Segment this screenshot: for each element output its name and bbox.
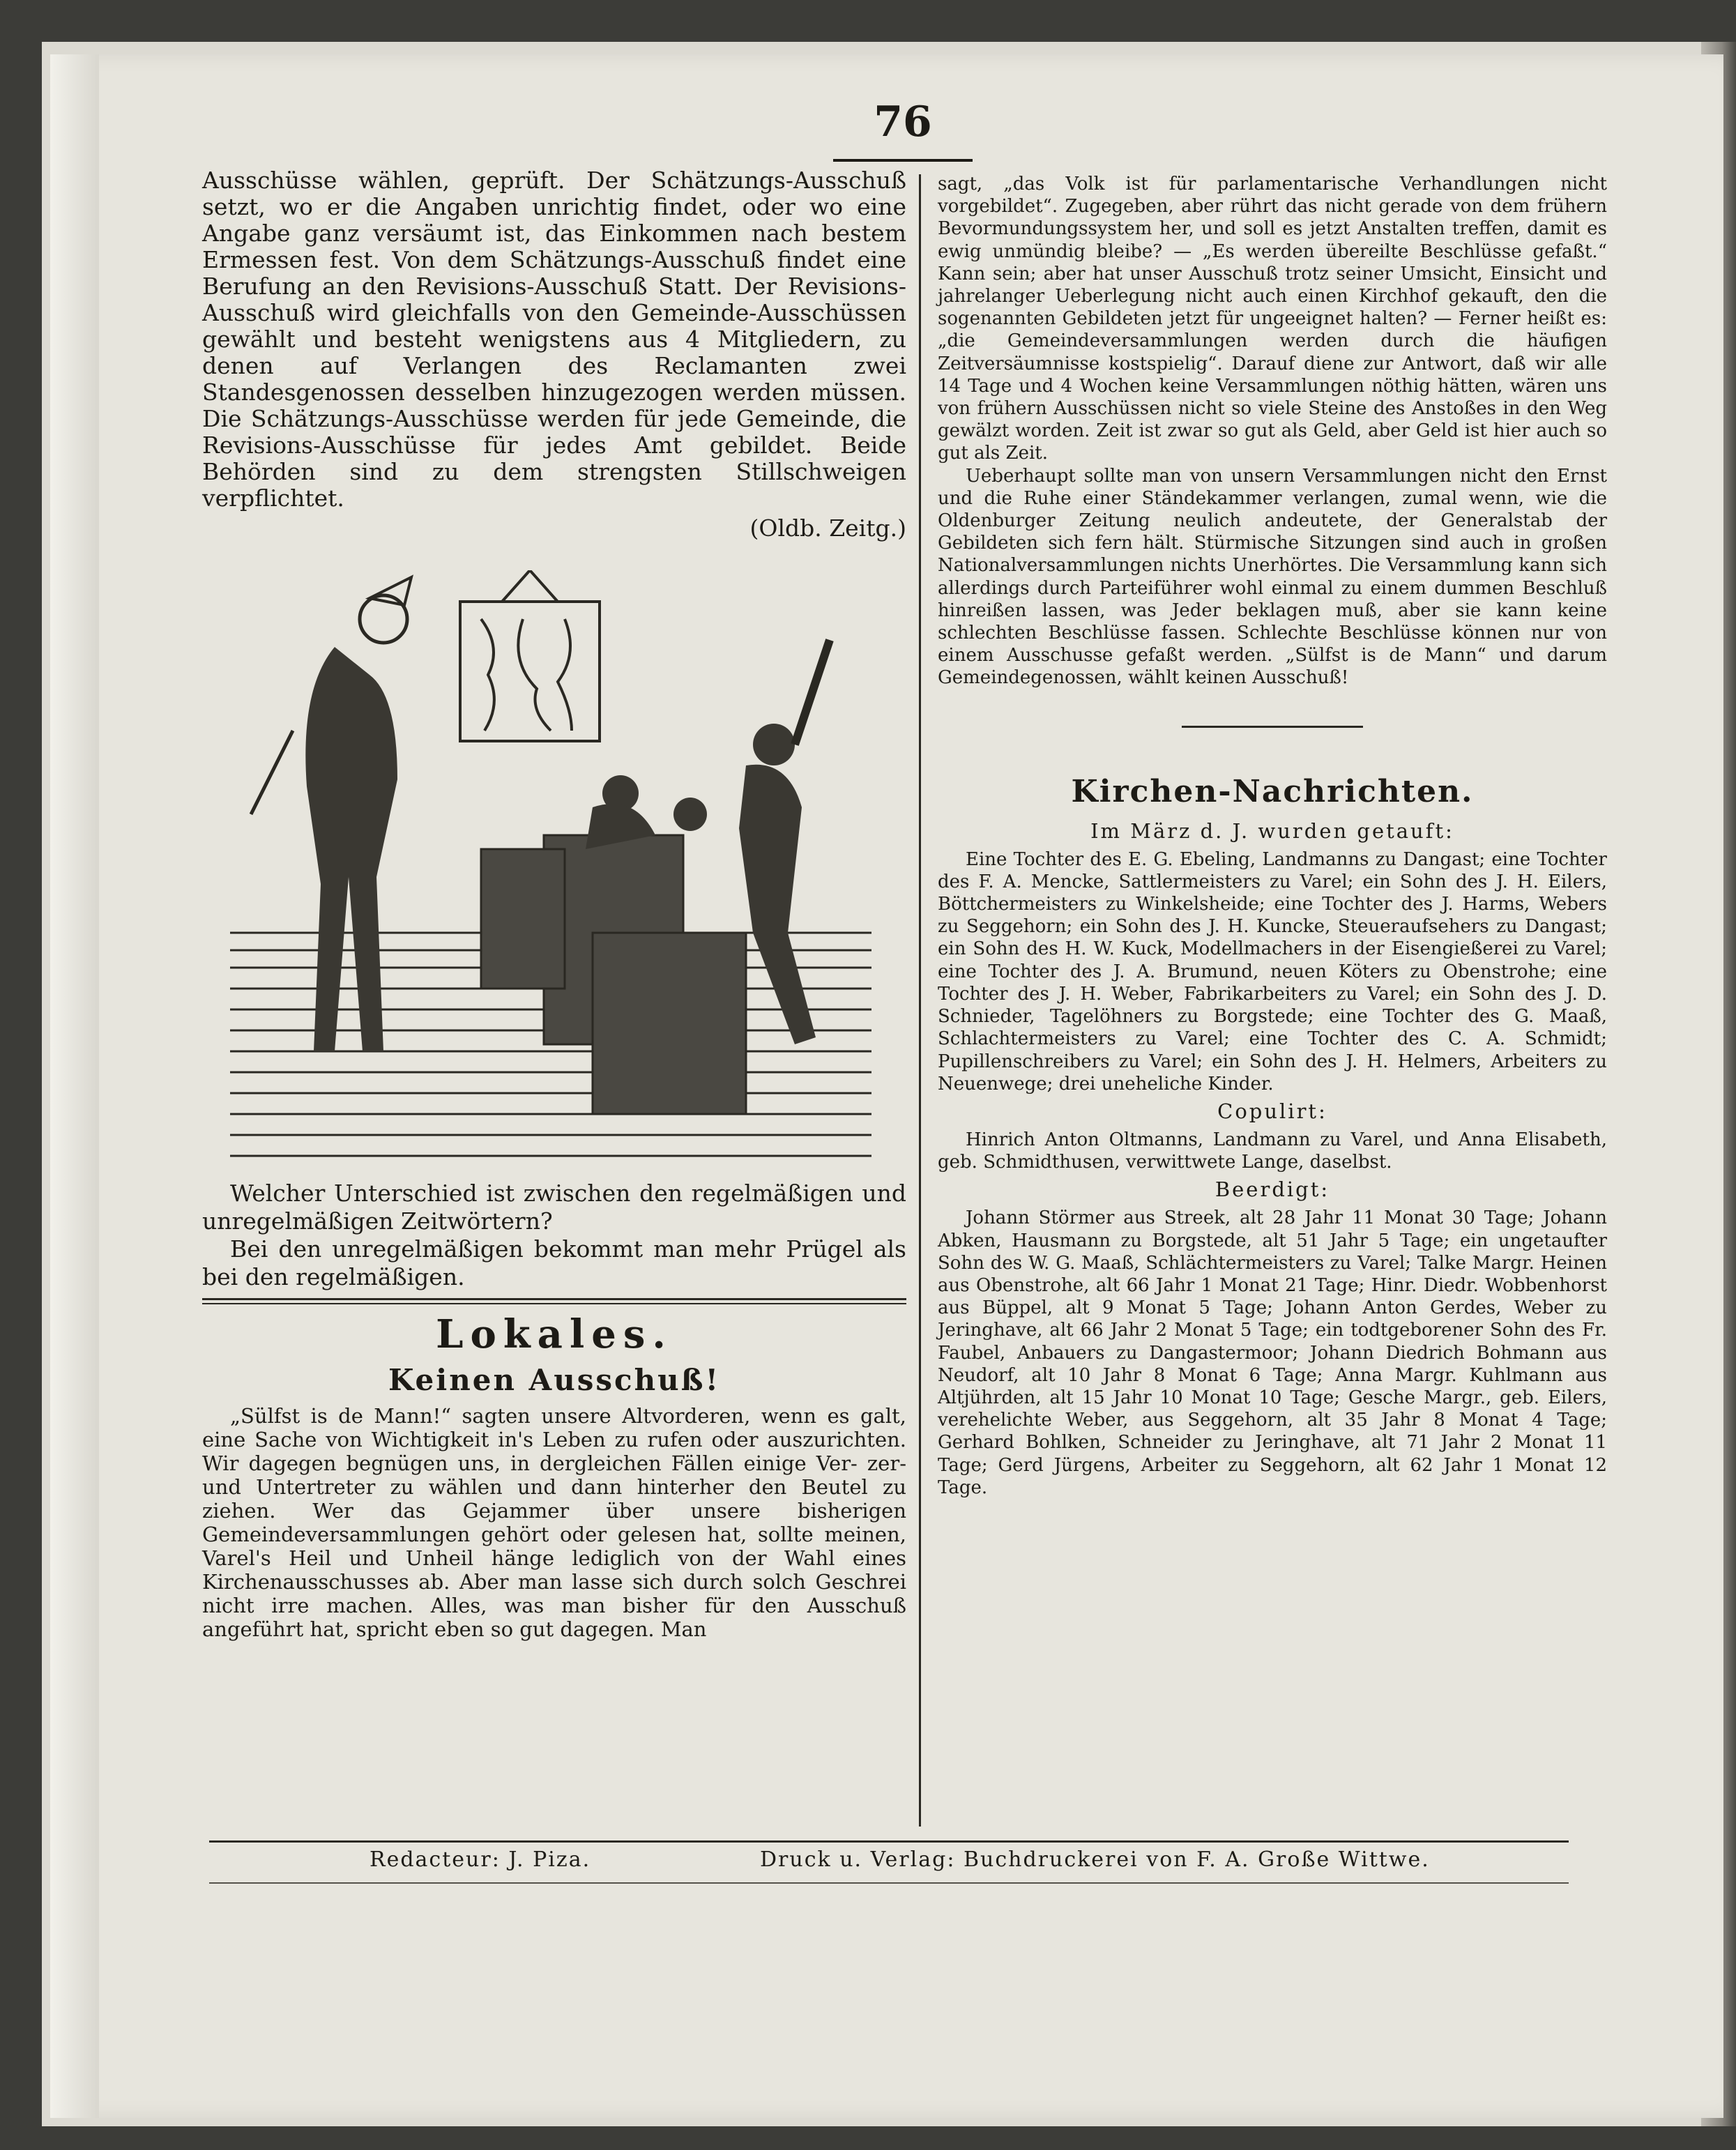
column-divider — [919, 174, 921, 1827]
article-title: Keinen Ausschuß! — [388, 1363, 721, 1397]
copulirt-text: Hinrich Anton Oltmanns, Landmann zu Varel, und Anna Elisabeth, geb. Schmidthusen, verwittwete Lange, daselbst. — [938, 1129, 1607, 1173]
paragraph-1: sagt, „das Volk ist für parlamentarische Verhandlungen nicht vorgebildet“. Zugegeben, aber rührt das nicht gerade von dem frühern Bevormundungssystem her, und soll es jetzt Anstalten treffen, damit es ewig unmündig bleibe? — „Es werden übereilte Beschlüsse gefaßt.“ Kann sein; aber hat unser Ausschuß trotz seiner Umsicht, Einsicht und jahrelanger Ueberlegung nicht auch einen Kirchhof gekauft, den die sogenannten Gebildeten jetzt für ungeeignet halten? — Ferner heißt es: „die Gemeindeversammlungen werden durch die häufigen Zeitversäumnisse kostspielig“. Darauf diene zur Antwort, daß wir alle 14 Tage und 4 Wochen keine Versammlungen nöthig hätten, wären uns von frühern Ausschüssen nicht so viele Steine des Anstoßes in den Weg gewälzt worden. Zeit ist zwar so gut als Geld, aber Geld ist hier auch so gut als Zeit. — [938, 174, 1607, 464]
article-text: „Sülfst is de Mann!“ sagten unsere Altvorderen, wenn es galt, eine Sache von Wichtigkeit in's Leben zu rufen oder auszurichten. Wir dagegen begnügen uns, in dergleichen Fällen einige Ver- zer- und Untertreter zu wählen und dann hinterher den Beutel zu ziehen. Wer das Gejammer über unsere bisherigen Gemeindeversammlungen gehört oder gelesen hat, sollte meinen, Varel's Heil und Unheil hänge lediglich von der Wahl eines Kirchenausschusses ab. Aber man lasse sich durch solch Geschrei nicht irre machen. Alles, was man bisher für den Ausschuß angeführt hat, spricht eben so gut dagegen. Man — [202, 1404, 906, 1641]
footer-rule-bottom — [209, 1882, 1569, 1884]
caption-question: Welcher Unterschied ist zwischen den regelmäßigen und unregelmäßigen Zeitwörtern? — [202, 1180, 906, 1235]
right-column — [938, 173, 1607, 1499]
footer-editor: Redacteur: J. Piza. — [370, 1847, 591, 1872]
caption-answer: Bei den unregelmäßigen bekommt man mehr Prügel als bei den regelmäßigen. — [202, 1235, 906, 1290]
intro-paragraph: Ausschüsse wählen, geprüft. Der Schätzungs-Ausschuß setzt, wo er die Angaben unrichtig findet, oder wo eine Angabe ganz versäumt ist, das Einkommen nach bestem Ermessen fest. Von dem Schätzungs-Ausschuß findet eine Berufung an den Revisions-Ausschuß Statt. Der Revisions-Ausschuß wird gleichfalls von den Gemeinde-Ausschüssen gewählt und besteht wenigstens aus 4 Mitgliedern, zu denen auf Verlangen des Reclamanten zwei Standesgenossen desselben hinzugezogen werden müssen. Die Schätzungs-Ausschüsse werden für jede Gemeinde, die Revisions-Ausschüsse für jedes Amt gebildet. Beide Behörden sind zu dem strengsten Stillschweigen verpflichtet. — [202, 167, 906, 512]
beerdigt-header: Beerdigt: — [1215, 1177, 1330, 1202]
section-title: Lokales. — [436, 1311, 673, 1357]
left-column — [202, 167, 906, 1641]
section-rule — [202, 1298, 906, 1304]
page-number: 76 — [874, 98, 932, 146]
page-fold — [50, 54, 99, 2118]
getauft-text: Eine Tochter des E. G. Ebeling, Landmanns zu Dangast; eine Tochter des F. A. Mencke, Sattlermeisters zu Varel; ein Sohn des J. H. Eilers, Böttchermeisters zu Winkelsheide; eine Tochter des J. Harms, Webers zu Seggehorn; ein Sohn des J. H. Kuncke, Steueraufsehers zu Dangast; ein Sohn des H. W. Kuck, Modellmachers in der Eisengießerei zu Varel; eine Tochter des J. A. Brumund, neuen Köters zu Obenstrohe; eine Tochter des J. H. Weber, Fabrikarbeiters zu Varel; ein Sohn des J. D. Schnieder, Tagelöhners zu Borgstede; eine Tochter des G. Maaß, Schlachtermeisters zu Varel; eine Tochter des C. A. Schmidt; Pupillenschreibers zu Varel; ein Sohn des J. H. Helmers, Arbeiters zu Neuenwege; drei uneheliche Kinder. — [938, 848, 1607, 1095]
source-citation: (Oldb. Zeitg.) — [749, 514, 906, 542]
kirchen-title: Kirchen-Nachrichten. — [1071, 773, 1474, 809]
paragraph-2: Ueberhaupt sollte man von unsern Versammlungen nicht den Ernst und die Ruhe einer Ständekammer verlangen, zumal wenn, wie die Oldenburger Zeitung neulich andeutete, der Generalstab der Gebildeten sich fern hält. Stürmische Sitzungen sind auch in großen Nationalversammlungen nichts Unerhörtes. Die Versammlung kann sich allerdings durch Parteiführer wohl einmal zu einem dummen Beschluß hinreißen lassen, was Jeder beklagen muß, aber sie kann keine schlechten Beschlüsse fassen. Schlechte Beschlüsse können nur von einem Ausschusse gefaßt werden. „Sülfst is de Mann“ und darum Gemeindegenossen, wählt keinen Ausschuß! — [938, 465, 1607, 689]
woodcut-illustration — [230, 570, 871, 1163]
page-number-rule — [833, 159, 973, 162]
footer-printer: Druck u. Verlag: Buchdruckerei von F. A. Große Wittwe. — [760, 1847, 1430, 1872]
getauft-header: Im März d. J. wurden getauft: — [1090, 818, 1454, 843]
footer-rule — [209, 1840, 1569, 1843]
beerdigt-text: Johann Störmer aus Streek, alt 28 Jahr 11 Monat 30 Tage; Johann Abken, Hausmann zu Borgstede, alt 51 Jahr 5 Tage; ein ungetaufter Sohn des W. G. Maaß, Schlächtermeisters zu Varel; Talke Margr. Heinen aus Obenstrohe, alt 66 Jahr 1 Monat 21 Tage; Hinr. Diedr. Wobbenhorst aus Büppel, alt 9 Monat 5 Tage; Johann Anton Gerdes, Weber zu Jeringhave, alt 66 Jahr 2 Monat 5 Tage; ein todtgeborener Sohn des Fr. Faubel, Anbauers zu Dangastermoor; Johann Diedrich Bohmann aus Neudorf, alt 10 Jahr 8 Monat 6 Tage; Anna Margr. Kuhlmann aus Altjührden, alt 15 Jahr 10 Monat 10 Tage; Gesche Margr., geb. Eilers, verehelichte Weber, aus Seggehorn, alt 35 Jahr 8 Monat 4 Tage; Gerhard Bohlken, Schneider zu Jeringhave, alt 71 Jahr 2 Monat 11 Tage; Gerd Jürgens, Arbeiter zu Seggehorn, alt 62 Jahr 1 Monat 12 Tage. — [938, 1207, 1607, 1498]
copulirt-header: Copulirt: — [1217, 1099, 1327, 1123]
short-rule — [1182, 726, 1363, 728]
